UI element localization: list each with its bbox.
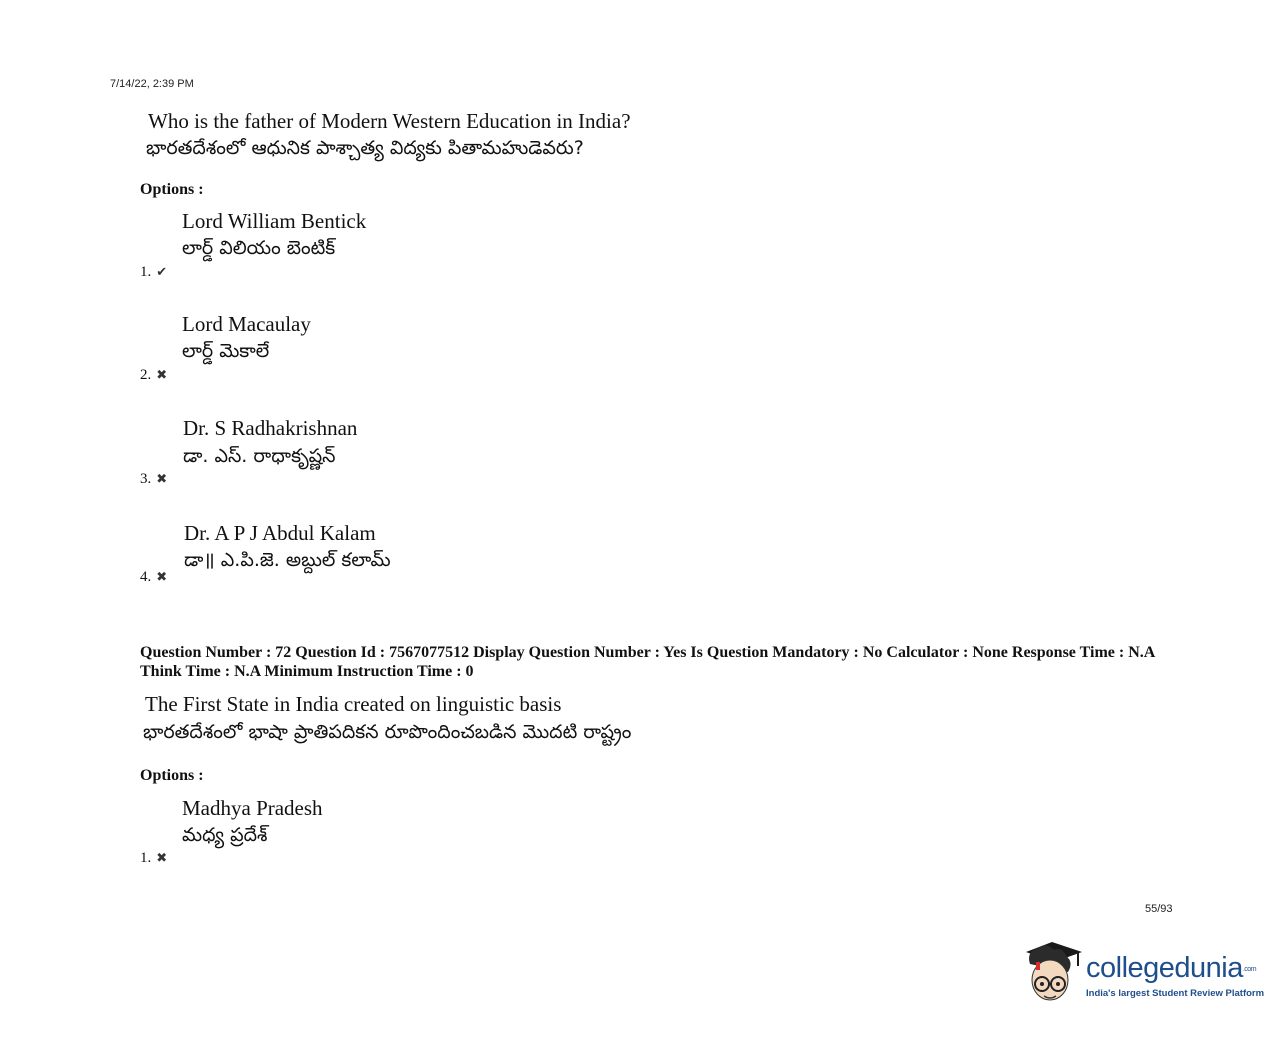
option-4-text-english: Dr. A P J Abdul Kalam [184, 521, 376, 545]
option-number-label: 2. [140, 367, 152, 383]
question-text-english: The First State in India created on linguistic basis [145, 692, 562, 716]
print-timestamp: 7/14/22, 2:39 PM [110, 78, 194, 90]
collegedunia-logo [1022, 938, 1265, 1010]
option-1-text-telugu: మధ్య ప్రదేశ్ [182, 824, 268, 846]
cross-icon: ✖ [156, 569, 168, 584]
option-2-number [140, 367, 167, 384]
logo-tagline: India's largest Student Review Platform [1086, 988, 1265, 999]
option-1-number [140, 264, 167, 281]
option-1-text-english: Madhya Pradesh [182, 796, 323, 820]
logo-suffix: .com [1242, 965, 1257, 973]
cross-icon: ✖ [156, 367, 168, 382]
question-text-telugu: భారతదేశంలో ఆధునిక పాశ్చాత్య విద్యకు పితామహుడెవరు? [146, 137, 584, 159]
option-3-text-telugu: డా. ఎస్. రాధాకృష్ణన్ [183, 445, 336, 467]
option-number-label: 1. [140, 850, 152, 866]
options-label: Options : [140, 767, 204, 784]
option-1-text-telugu: లార్డ్ విలియం బెంటిక్ [182, 237, 336, 259]
option-4-number [140, 569, 167, 586]
option-number-label: 1. [140, 264, 152, 280]
option-2-text-telugu: లార్డ్ మెకాలే [182, 340, 270, 362]
page-number: 55/93 [1145, 903, 1173, 915]
question-meta: Question Number : 72 Question Id : 7567077512 Display Question Number : Yes Is Question Mandatory : No Calculator : None Response Time : N.A Think Time : N.A Minimum Instruction Time : 0 [140, 644, 1155, 680]
option-4-text-telugu: డా॥ ఎ.పి.జె. అబ్దుల్ కలామ్ [184, 549, 391, 571]
question-text-telugu: భారతదేశంలో భాషా ప్రాతిపదికన రూపొందించబడిన మొదటి రాష్ట్రం [143, 721, 632, 743]
option-1-text-english: Lord William Bentick [182, 209, 367, 233]
logo-name: collegedunia [1086, 952, 1243, 984]
options-label: Options : [140, 181, 204, 198]
question-text-english: Who is the father of Modern Western Education in India? [148, 109, 631, 133]
option-number-label: 3. [140, 471, 152, 487]
option-1-number [140, 850, 167, 867]
option-2-text-english: Lord Macaulay [182, 312, 311, 336]
logo-wordmark [1086, 952, 1256, 985]
check-icon: ✔ [156, 264, 168, 279]
cross-icon: ✖ [156, 850, 168, 865]
option-3-number [140, 471, 167, 488]
mascot-icon [1022, 938, 1084, 1008]
option-3-text-english: Dr. S Radhakrishnan [183, 416, 358, 440]
option-number-label: 4. [140, 569, 152, 585]
cross-icon: ✖ [156, 471, 168, 486]
